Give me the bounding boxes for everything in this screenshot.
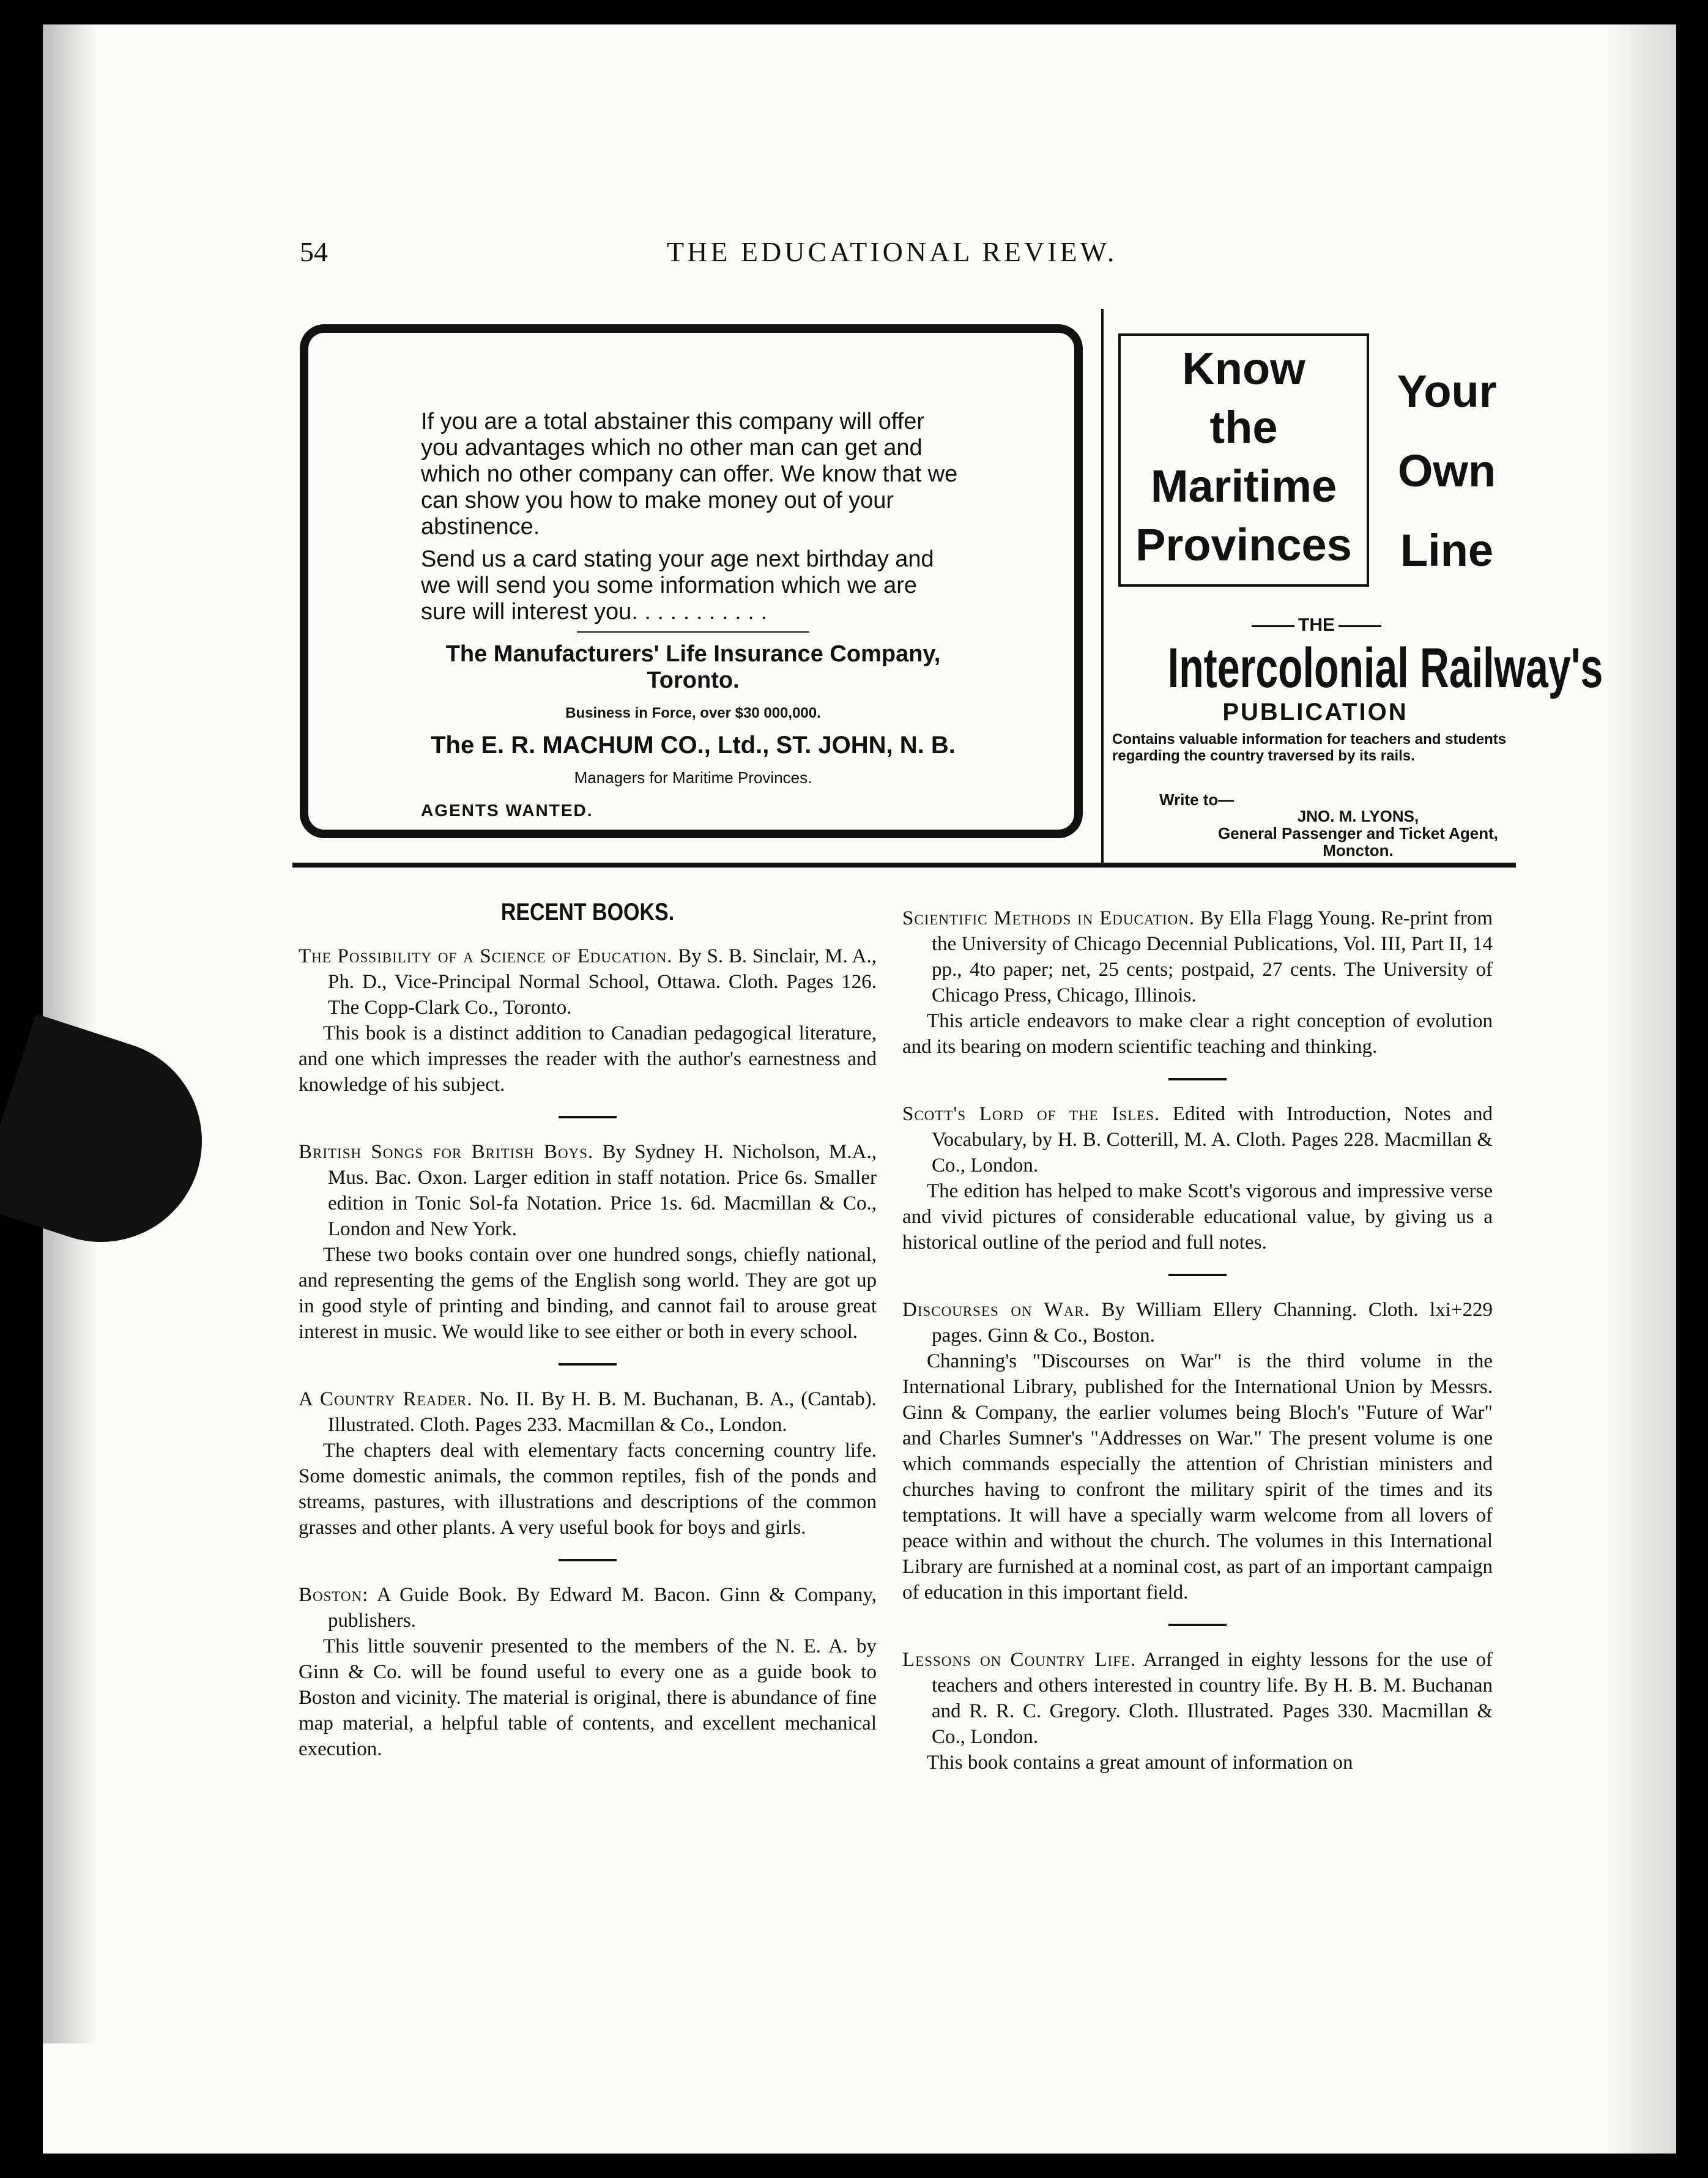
book-review: This book contains a great amount of information on <box>927 1752 1353 1774</box>
insurance-ad-signature <box>421 641 965 823</box>
book-title: The Possibility of a Science of Education. <box>299 945 673 967</box>
entry-separator <box>1168 1274 1227 1276</box>
railway-name: Intercolonial Railway's <box>1167 637 1603 699</box>
book-entry <box>299 1582 877 1762</box>
agents-wanted: AGENTS WANTED. <box>421 801 593 820</box>
book-details: A Guide Book. By Edward M. Bacon. Ginn & Company, publishers. <box>328 1584 877 1632</box>
business-in-force: Business in Force, over $30 000,000. <box>565 705 821 721</box>
book-entry <box>299 943 877 1098</box>
book-entry <box>299 1139 877 1345</box>
books-right-column <box>902 905 1493 1775</box>
section-title: RECENT BOOKS. <box>500 899 675 926</box>
book-entry <box>902 905 1493 1060</box>
book-entry <box>902 1101 1493 1255</box>
book-entry <box>299 1386 877 1541</box>
entry-separator <box>1168 1624 1227 1626</box>
book-details: Edited with Introduction, Notes and Vocabulary, by H. B. Cotterill, M. A. Cloth. Pages 228. Macmillan & Co., London. <box>932 1103 1493 1176</box>
ad-divider <box>577 631 809 633</box>
ad-vertical-rule <box>1101 309 1104 866</box>
railway-the: THE <box>1248 615 1385 636</box>
book-details: By Ella Flagg Young. Re-print from the University of Chicago Decennial Publications, Vol. III, Part II, 14 pp., 4to paper; net, 25 cents; postpaid, 27 cents. The University of Chicago Press, Chicago, Illinois. <box>932 907 1493 1006</box>
book-details: By William Ellery Channing. Cloth. lxi+229 pages. Ginn & Co., Boston. <box>932 1299 1493 1347</box>
section-rule <box>292 863 1516 868</box>
entry-separator <box>1168 1078 1227 1080</box>
agent-company: The E. R. MACHUM CO., Ltd., ST. JOHN, N. B. <box>431 732 956 759</box>
book-details: By Sydney H. Nicholson, M.A., Mus. Bac. Oxon. Larger edition in staff notation. Price 6s. Smaller edition in Tonic Sol-fa Notation. Price 1s. 6d. Macmillan & Co., London and New York. <box>328 1141 877 1240</box>
book-review: This article endeavors to make clear a right conception of evolution and its bearing on modern scientific teaching and thinking. <box>902 1010 1493 1058</box>
book-review: The edition has helped to make Scott's vigorous and impressive verse and vivid pictures of considerable educational value, by giving us a historical outline of the period and full notes. <box>902 1180 1493 1254</box>
book-review: This little souvenir presented to the members of the N. E. A. by Ginn & Co. will be found useful to every one as a guide book to Boston and vicinity. The material is original, there is abundance of fine map material, a helpful table of contents, and excellent mechanical execution. <box>299 1635 877 1760</box>
book-review: This book is a distinct addition to Canadian pedagogical literature, and one which impresses the reader with the author's earnestness and knowledge of his subject. <box>299 1022 877 1096</box>
page-edge-shade <box>1603 24 1676 2154</box>
entry-separator <box>559 1559 617 1561</box>
managers-note: Managers for Maritime Provinces. <box>574 768 812 787</box>
railway-description: Contains valuable information for teachers and students regarding the country traversed by its rails. <box>1112 731 1507 764</box>
book-title: Scientific Methods in Education. <box>902 907 1195 929</box>
know-maritime-text: Know the Maritime Provinces <box>1135 343 1352 570</box>
insurance-company: The Manufacturers' Life Insurance Company, Toronto. <box>445 641 941 693</box>
book-title: Boston: <box>299 1584 369 1606</box>
entry-separator <box>559 1116 617 1118</box>
entry-separator <box>559 1363 617 1366</box>
your-own-line-text: Your Own Line <box>1397 366 1497 576</box>
railway-publication: PUBLICATION <box>1222 699 1408 726</box>
page-number: 54 <box>300 236 328 267</box>
book-details: No. II. By H. B. M. Buchanan, B. A., (Cantab). Illustrated. Cloth. Pages 233. Macmillan & Co., London. <box>328 1388 877 1436</box>
railway-contact: JNO. M. LYONS, General Passenger and Ticket Agent, Moncton. <box>1217 807 1499 860</box>
books-left-column <box>299 899 877 1762</box>
book-review: Channing's "Discourses on War" is the third volume in the International Library, published for the International Union by Messrs. Ginn & Company, the earlier volumes being Bloch's "Future of War" and Charles Sumner's "Addresses on War." The present volume is one which commands especially the attention of Christian ministers and churches having to confront the military spirit of the times and its temptations. It will have a specially warm welcome from all lovers of peace within and without the church. The volumes in this International Library are furnished at a nominal cost, as part of an important campaign of education in this important field. <box>902 1350 1493 1604</box>
book-entry <box>902 1647 1493 1775</box>
insurance-ad-para2: Send us a card stating your age next birthday and we will send you some information which we are sure will interest you. . . . . . . . . . . <box>421 546 934 625</box>
insurance-ad <box>421 409 965 830</box>
railway-write-to: Write to— <box>1159 790 1235 809</box>
book-title: A Country Reader. <box>299 1388 473 1410</box>
running-title: THE EDUCATIONAL REVIEW. <box>667 236 1118 267</box>
book-title: British Songs for British Boys. <box>299 1141 594 1163</box>
insurance-ad-para1: If you are a total abstainer this company will offer you advantages which no other man can get and which no other company can offer. We know that we can show you how to make money out of your abstinence. <box>421 409 958 540</box>
book-entry <box>902 1297 1493 1605</box>
book-title: Discourses on War. <box>902 1299 1090 1321</box>
book-review: The chapters deal with elementary facts concerning country life. Some domestic animals, the common reptiles, fish of the ponds and streams, pastures, with illustrations and descriptions of the common grasses and other plants. A very useful book for boys and girls. <box>299 1440 877 1539</box>
book-title: Scott's Lord of the Isles. <box>902 1103 1160 1125</box>
book-title: Lessons on Country Life. <box>902 1649 1137 1671</box>
book-details: Arranged in eighty lessons for the use of teachers and others interested in country life. By H. B. M. Buchanan and R. R. C. Gregory. Cloth. Illustrated. Pages 330. Macmillan & Co., London. <box>932 1649 1493 1748</box>
book-details: By S. B. Sinclair, M. A., Ph. D., Vice-Principal Normal School, Ottawa. Cloth. Pages 126. The Copp-Clark Co., Toronto. <box>328 945 877 1019</box>
book-review: These two books contain over one hundred songs, chiefly national, and representing the gems of the English song world. They are got up in good style of printing and binding, and cannot fail to arouse great interest in music. We would like to see either or both in every school. <box>299 1244 877 1343</box>
